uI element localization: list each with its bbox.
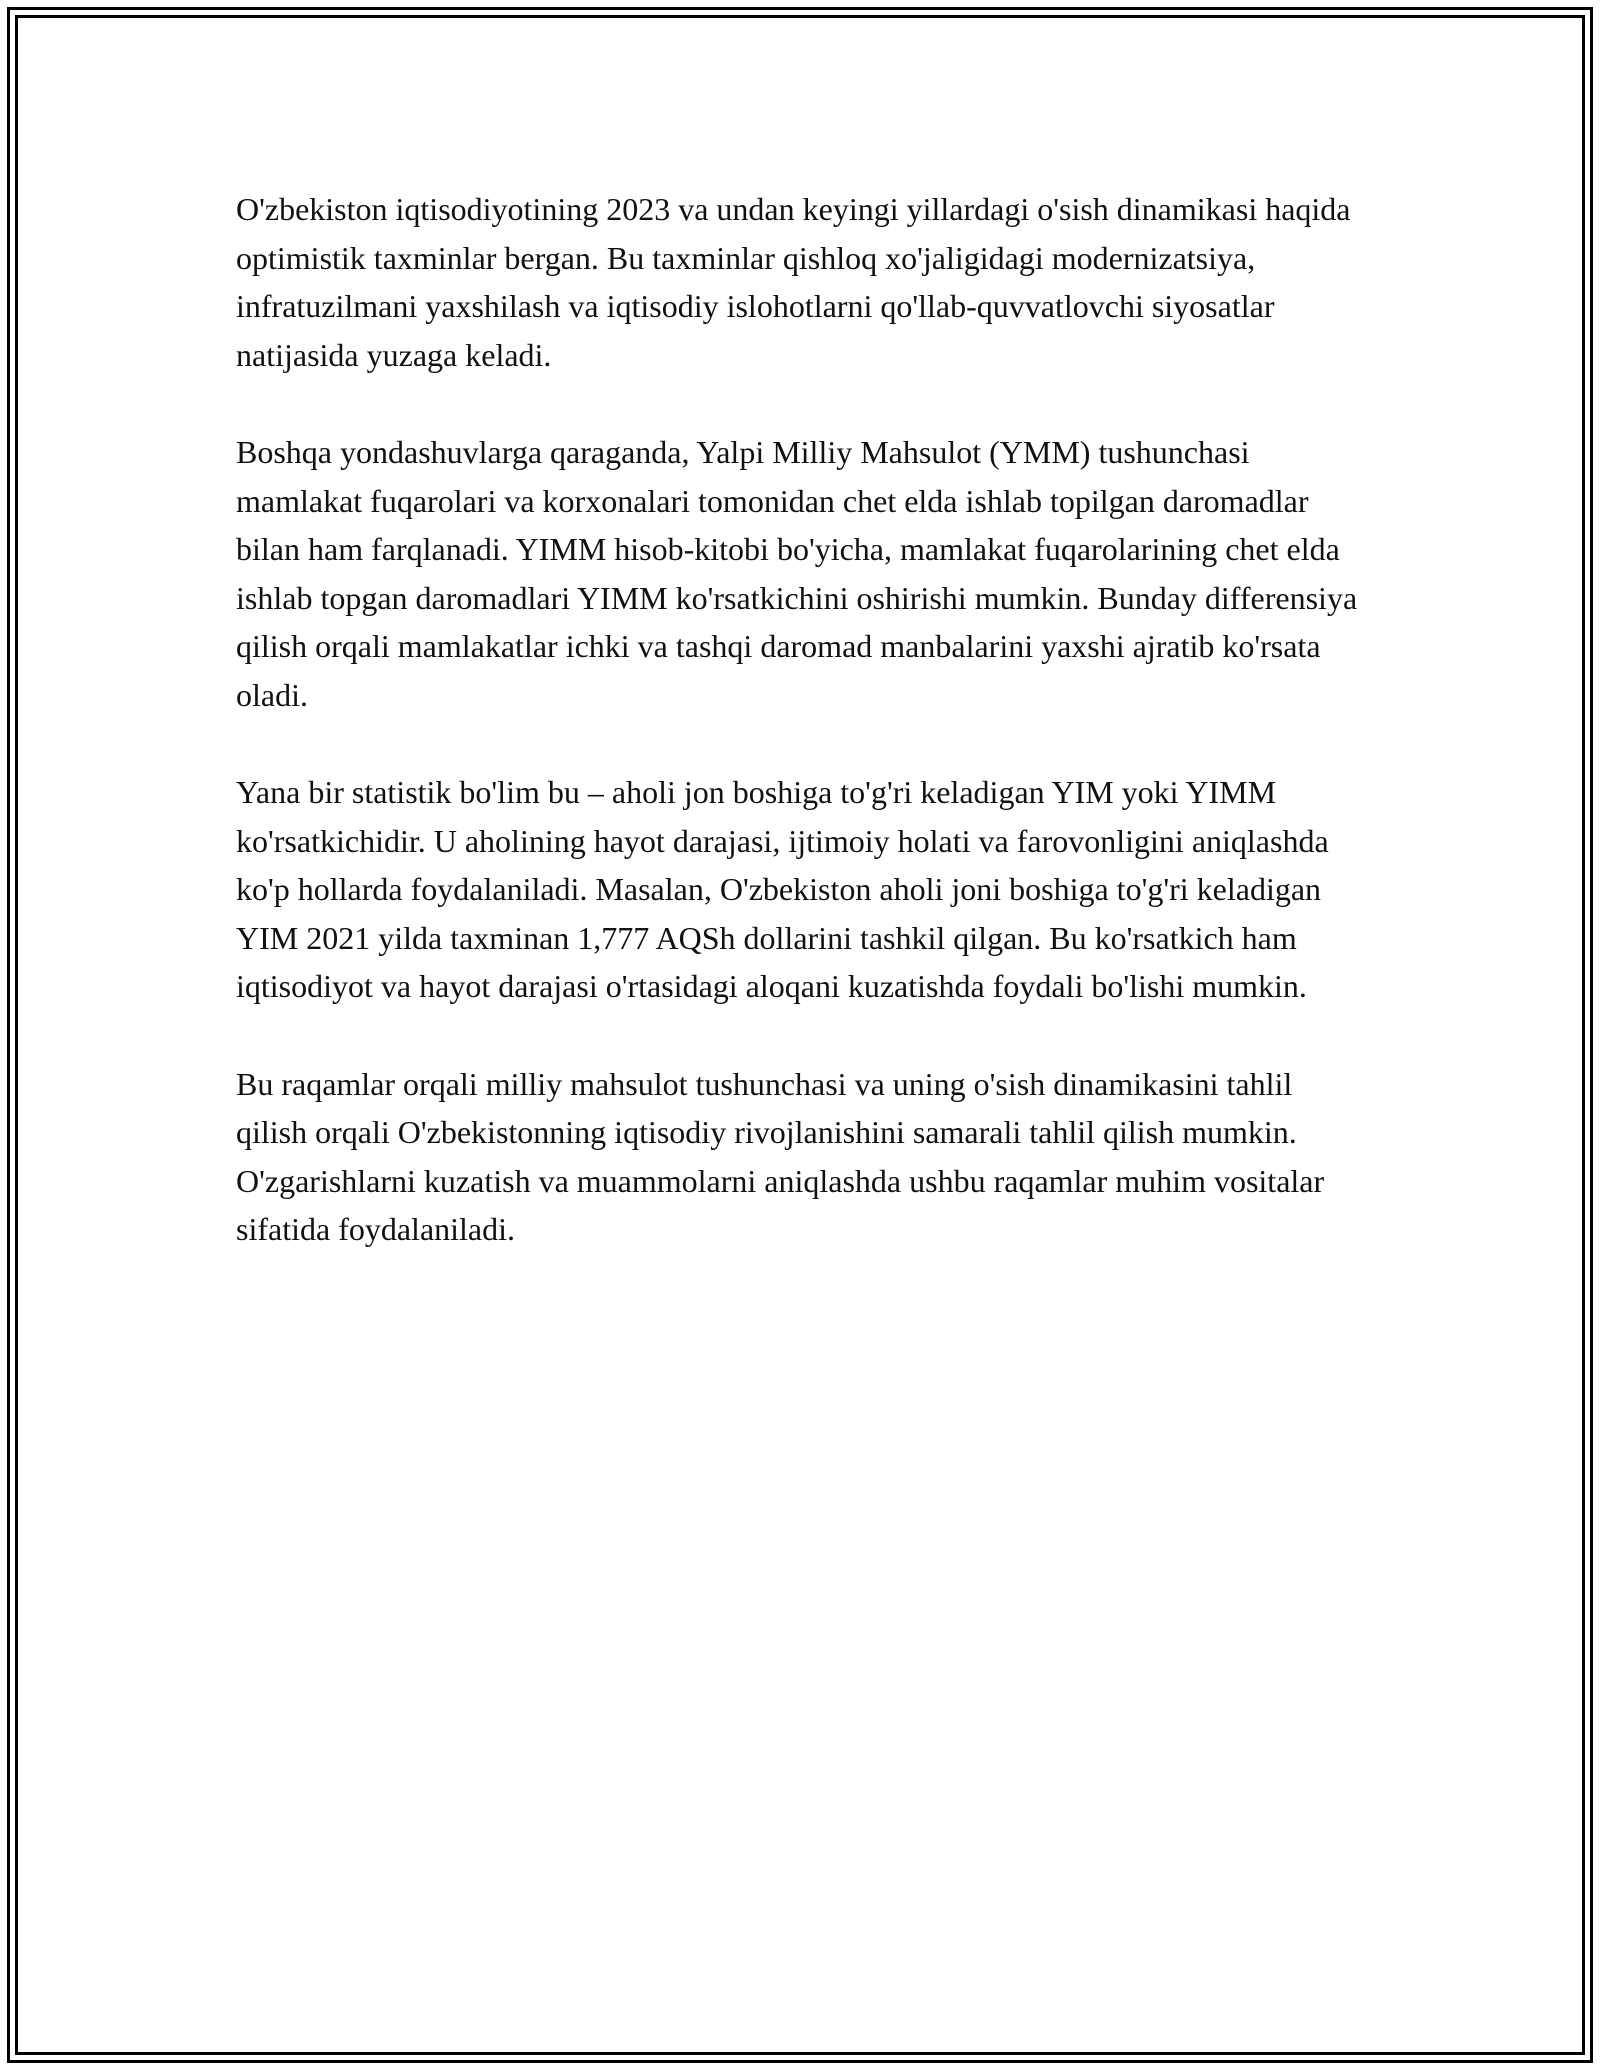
paragraph-gni-concept: Boshqa yondashuvlarga qaraganda, Yalpi Milliy Mahsulot (YMM) tushunchasi mamlakat fuqarolari va korxonalari tomonidan chet elda ishlab topilgan daromadlar bilan ham farqlanadi. YIMM hisob-kitobi bo'yicha, mamlakat fuqarolarining chet elda ishlab topgan daromadlari YIMM ko'rsatkichini oshirishi mumkin. Bunday differensiya qilish orqali mamlakatlar ichki va tashqi daromad manbalarini yaxshi ajratib ko'rsata oladi. [236, 434, 1358, 713]
document-body [236, 185, 1366, 1303]
paragraph-conclusion: Bu raqamlar orqali milliy mahsulot tushunchasi va uning o'sish dinamikasini tahlil qilish orqali O'zbekistonning iqtisodiy rivojlanishini samarali tahlil qilish mumkin. O'zgarishlarni kuzatish va muammolarni aniqlashda ushbu raqamlar muhim vositalar sifatida foydalaniladi. [236, 1065, 1325, 1247]
paragraph-growth-forecast: O'zbekiston iqtisodiyotining 2023 va undan keyingi yillardagi o'sish dinamikasi haqida optimistik taxminlar bergan. Bu taxminlar qishloq xo'jaligidagi modernizatsiya, infratuzilmani yaxshilash va iqtisodiy islohotlarni qo'llab-quvvatlovchi siyosatlar natijasida yuzaga keladi. [236, 191, 1351, 373]
paragraph-per-capita: Yana bir statistik bo'lim bu – aholi jon boshiga to'g'ri keladigan YIM yoki YIMM ko'rsatkichidir. U aholining hayot darajasi, ijtimoiy holati va farovonligini aniqlashda ko'p hollarda foydalaniladi. Masalan, O'zbekiston aholi joni boshiga to'g'ri keladigan YIM 2021 yilda taxminan 1,777 AQSh dollarini tashkil qilgan. Bu ko'rsatkich ham iqtisodiyot va hayot darajasi o'rtasidagi aloqani kuzatishda foydali bo'lishi mumkin. [236, 774, 1329, 1004]
